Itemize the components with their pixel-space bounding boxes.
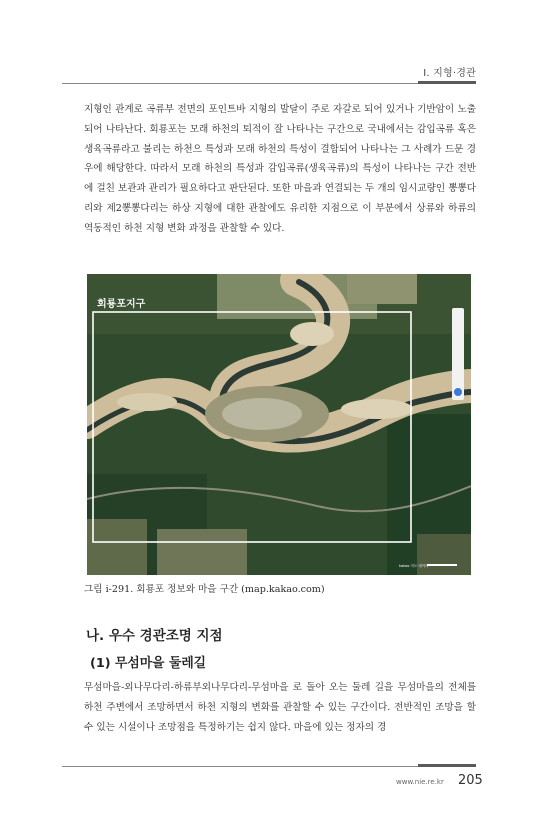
map-label: 회룡포지구 (97, 299, 146, 310)
footer-rule (62, 766, 476, 767)
section-header: Ⅰ. 지형·경관 (423, 68, 476, 79)
map-attribution: kakao 지도 데이터 (399, 564, 429, 568)
section-heading: 나. 우수 경관조명 지점 (86, 628, 223, 644)
map-zoom-controls (452, 308, 464, 400)
body-paragraph: 무섬마을-외나무다리-하류부외나무다리-무섬마을 로 돌아 오는 둘레 길을 무섬마을의 전체를 하천 주변에서 조망하면서 하천 지형의 변화를 관찰할 수 있는 구간이다. 전반적인 조망을 할 수 있는 시설이나 조망점을 특정하기는 쉽지 않다. 마을에 있는 정자의 경 (84, 682, 476, 733)
satellite-map (87, 274, 471, 575)
figure-caption: 그림 ⅰ-291. 회룡포 정보와 마을 구간 (map.kakao.com) (84, 584, 325, 595)
scale-bar (427, 564, 457, 566)
satellite-map-figure (87, 274, 471, 575)
footer-accent-bar (418, 764, 476, 767)
subsection-heading: (1) 무섬마을 둘레길 (90, 656, 207, 671)
location-icon (454, 388, 462, 396)
body-paragraph: 지형인 관계로 곡류부 전면의 포인트바 지형의 발달이 주로 자갈로 되어 있거나 기반암이 노출되어 나타난다. 회룡포는 모래 하천의 퇴적이 잘 나타나는 구간으로 국내에서는 감입곡류 혹은 생육곡류라고 불리는 하천으 특성과 모래 하천의 특성이 결합되어 나타나는 그 사례가 드문 경우에 해당한다. 따라서 모래 하천의 특성과 감입곡류(생육곡류)의 특성이 나타나는 구간 전반에 걸친 보관과 관리가 필요하다고 판단된다. 또한 마을과 연결되는 두 개의 임시교량인 뽕뽕다리와 제2뽕뽕다리는 하상 지형에 대한 관찰에도 유리한 지점으로 이 부분에서 상류와 하류의 역동적인 하천 지형 변화 과정을 관찰할 수 있다. (84, 104, 476, 234)
footer-url: www.nie.re.kr (396, 778, 444, 786)
header-accent-bar (418, 81, 476, 84)
header-rule (62, 83, 476, 84)
page-number: 205 (458, 773, 483, 788)
